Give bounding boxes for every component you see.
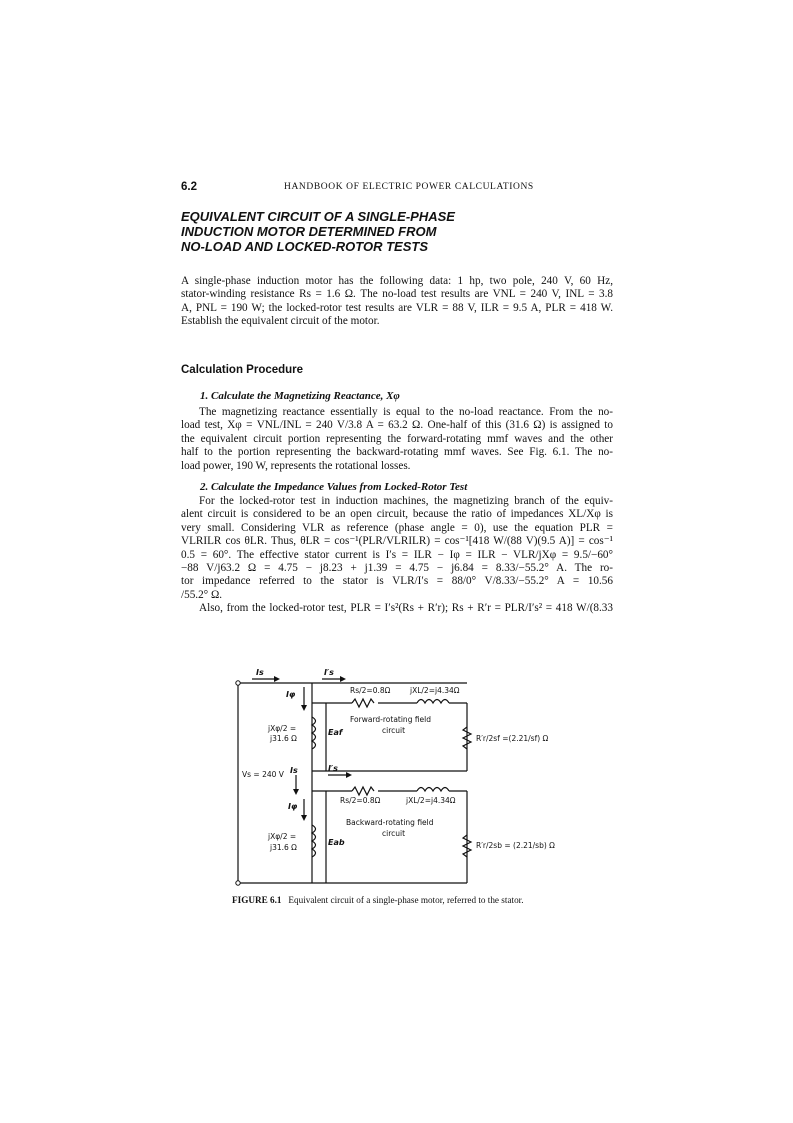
arrowhead xyxy=(340,676,346,682)
label-iphi-top: Iφ xyxy=(286,690,296,699)
section-title xyxy=(181,209,601,254)
label-iphi-bottom: Iφ xyxy=(288,802,298,811)
text-line: half to the portion representing the backward-rotating mmf waves. See Fig. 6.1. The no- xyxy=(181,446,613,459)
text-line: A single-phase induction motor has the following data: 1 hp, two pole, 240 V, 60 Hz, xyxy=(181,275,613,287)
label-is: Is xyxy=(256,668,264,677)
page-number: 6.2 xyxy=(181,181,197,193)
label-rr-forward: R′r/2sf =(2.21/sf) Ω xyxy=(476,734,549,743)
text-line: the equivalent circuit portion representing the forward-rotating mmf waves and the other xyxy=(181,432,613,445)
step1-paragraph xyxy=(181,406,613,473)
label-xphi-top-1: jXφ/2 = xyxy=(268,724,297,733)
text-line: 0.5 = 60°. The effective stator current is I′s = ILR − Iφ = ILR − VLR/jXφ = 9.5/−60° xyxy=(181,548,613,561)
equivalent-circuit-figure xyxy=(232,668,592,890)
text-line: stator-winding resistance Rs = 1.6 Ω. The no-load test results are VNL = 240 V, INL = 3.8 xyxy=(181,288,613,301)
text-line: /55.2° Ω. xyxy=(181,588,223,601)
label-xl-top: jXL/2=j4.34Ω xyxy=(410,686,460,695)
text-line: A, PNL = 190 W; the locked-rotor test results are VLR = 88 V, ILR = 9.5 A, PLR = 418 W. xyxy=(181,301,613,314)
label-is-prime: I′s xyxy=(324,668,334,677)
intro-paragraph xyxy=(181,275,613,329)
label-rs-bottom: Rs/2=0.8Ω xyxy=(340,796,381,805)
label-xphi-bottom-1: jXφ/2 = xyxy=(268,832,297,841)
text-line: −88 V/j63.2 Ω = 4.75 − j8.23 + j1.39 = 4.75 − j6.84 = 8.33/−55.2° A. The ro- xyxy=(181,561,613,574)
title-line: INDUCTION MOTOR DETERMINED FROM xyxy=(181,224,437,239)
figure-caption xyxy=(232,895,524,905)
label-xl-bottom: jXL/2=j4.34Ω xyxy=(406,796,456,805)
title-line: EQUIVALENT CIRCUIT OF A SINGLE-PHASE xyxy=(181,209,455,224)
label-rr-backward: R′r/2sb = (2.21/sb) Ω xyxy=(476,841,555,850)
text-line: VLRILR cos θLR. Thus, θLR = cos⁻¹(PLR/VLRILR) = cos⁻¹[418 W/(88 V)(9.5 A)] = cos⁻¹ xyxy=(181,535,613,548)
text-line: load test, Xφ = VNL/INL = 240 V/3.8 A = 63.2 Ω. One-half of this (31.6 Ω) is assigned to xyxy=(181,419,613,432)
text-line: tor impedance referred to the stator is VLR/I′s = 88/0° V/8.33/−55.2° A = 10.56 xyxy=(181,575,613,588)
label-eaf: Eaf xyxy=(328,728,343,737)
text-line: alent circuit is considered to be an open circuit, because the ratio of impedances XL/Xφ is xyxy=(181,508,613,521)
text-line: load power, 190 W, represents the rotational losses. xyxy=(181,459,411,472)
label-eab: Eab xyxy=(328,838,345,847)
calculation-procedure-heading: Calculation Procedure xyxy=(181,364,304,376)
label-forward-2: circuit xyxy=(382,726,406,735)
arrowhead xyxy=(293,789,299,795)
text-line: For the locked-rotor test in induction machines, the magnetizing branch of the equiv- xyxy=(199,495,613,507)
rs-resistor-top xyxy=(352,699,374,707)
circuit-diagram xyxy=(232,668,592,890)
rs-resistor-bottom xyxy=(352,787,374,795)
xl-inductor-top xyxy=(417,700,449,704)
label-is-mid: Is xyxy=(290,766,298,775)
terminal-top xyxy=(236,681,240,685)
label-forward-1: Forward-rotating field xyxy=(350,715,432,724)
label-xphi-bottom-2: j31.6 Ω xyxy=(270,843,297,852)
title-line: NO-LOAD AND LOCKED-ROTOR TESTS xyxy=(181,239,428,254)
text-line: Also, from the locked-rotor test, PLR = I′s²(Rs + R′r); Rs + R′r = PLR/I′s² = 418 W/(8.33 xyxy=(199,602,613,615)
arrowhead xyxy=(274,676,280,682)
figure-caption-text: Equivalent circuit of a single-phase motor, referred to the stator. xyxy=(288,895,524,905)
figure-caption-label: FIGURE 6.1 xyxy=(232,895,282,905)
xl-inductor-bottom xyxy=(417,788,449,792)
label-vs: Vs = 240 V xyxy=(242,770,284,779)
running-head: HANDBOOK OF ELECTRIC POWER CALCULATIONS xyxy=(284,182,534,192)
arrowhead xyxy=(301,815,307,821)
text-line: Establish the equivalent circuit of the motor. xyxy=(181,315,380,328)
label-backward-1: Backward-rotating field xyxy=(346,818,434,827)
arrowhead xyxy=(301,705,307,711)
text-line: very small. Considering VLR as reference (phase angle = 0), use the equation PLR = xyxy=(181,521,613,534)
step2-paragraph xyxy=(181,495,613,616)
page-header xyxy=(181,181,613,197)
arrowhead xyxy=(346,772,352,778)
terminal-bottom xyxy=(236,881,240,885)
step1-heading: 1. Calculate the Magnetizing Reactance, Xφ xyxy=(200,390,400,402)
label-is-prime-mid: I′s xyxy=(328,764,338,773)
label-backward-2: circuit xyxy=(382,829,406,838)
label-xphi-top-2: j31.6 Ω xyxy=(270,734,297,743)
text-line: The magnetizing reactance essentially is equal to the no-load reactance. From the no- xyxy=(199,406,613,418)
label-rs-top: Rs/2=0.8Ω xyxy=(350,686,391,695)
step2-heading: 2. Calculate the Impedance Values from Locked-Rotor Test xyxy=(200,481,468,493)
